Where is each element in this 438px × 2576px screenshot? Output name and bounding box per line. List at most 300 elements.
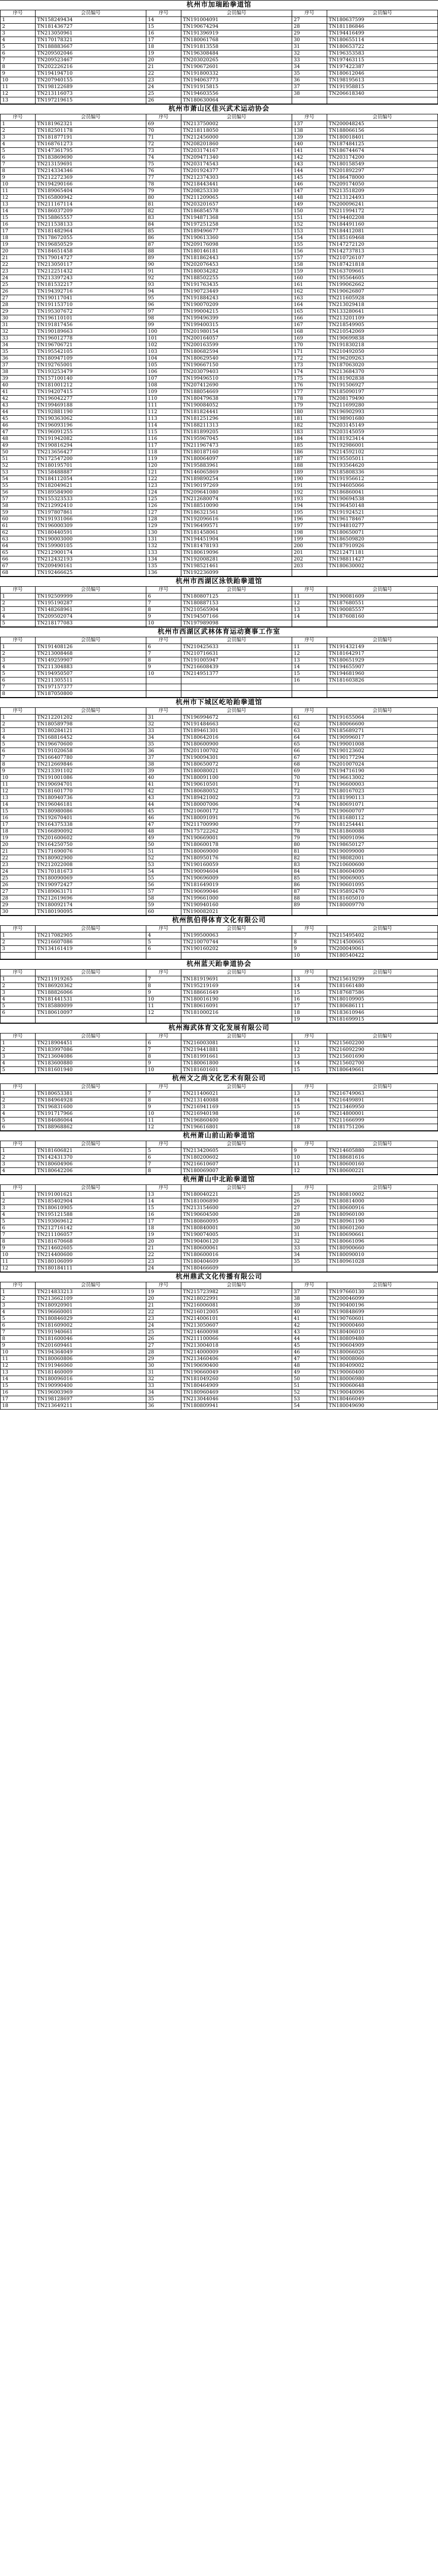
member-id-cell: TN191958815 (327, 84, 437, 91)
seq-cell: 38 (146, 761, 181, 768)
member-id-cell: TN212669846 (35, 761, 146, 768)
table-row (1, 657, 438, 664)
member-id-cell: TN170181673 (35, 869, 146, 875)
member-table (0, 1033, 438, 1074)
seq-cell: 101 (146, 335, 181, 342)
seq-cell: 10 (1, 1252, 36, 1259)
member-id-cell: TN209176098 (181, 242, 292, 248)
seq-cell: 14 (292, 614, 327, 620)
member-id-cell: TN189496677 (181, 228, 292, 235)
member-id-cell: TN181751206 (327, 1124, 437, 1131)
seq-cell: 12 (1, 788, 36, 795)
member-id-cell: TN201600602 (35, 835, 146, 842)
seq-cell: 32 (146, 1376, 181, 1383)
seq-cell: 26 (146, 1336, 181, 1343)
seq-cell: 58 (146, 895, 181, 902)
member-id-cell: TN212022008 (35, 862, 146, 869)
member-id-cell: TN180406010 (327, 1329, 437, 1336)
member-id-cell: TN190069005 (327, 875, 437, 882)
seq-cell: 10 (146, 996, 181, 1003)
seq-cell: 37 (292, 1289, 327, 1296)
member-id-cell: TN187063020 (327, 362, 437, 369)
seq-cell: 19 (146, 1289, 181, 1296)
member-id-cell: TN191655064 (327, 715, 437, 721)
member-id-cell: TN180840001 (181, 1225, 292, 1232)
seq-cell: 2 (1, 1155, 36, 1161)
member-id-cell: TN180090069 (35, 875, 146, 882)
member-id-cell: TN180034282 (181, 268, 292, 275)
seq-cell: 121 (146, 469, 181, 476)
header-seq: 序号 (1, 970, 36, 976)
seq-cell: 13 (1, 97, 36, 104)
member-id-cell: TN190177294 (327, 755, 437, 761)
member-id-cell: TN198811427 (327, 556, 437, 563)
member-id-cell: TN212716142 (35, 1225, 146, 1232)
header-member-id: 会员编号 (181, 1084, 292, 1091)
seq-cell: 169 (292, 335, 327, 342)
seq-cell: 61 (1, 523, 36, 530)
table-row (1, 1117, 438, 1124)
table-row (1, 1343, 438, 1349)
member-id-cell: TN183997086 (35, 1047, 146, 1054)
table-row (1, 1383, 438, 1389)
seq-cell: 10 (1, 181, 36, 188)
seq-cell (292, 620, 327, 627)
member-id-cell: TN203020265 (181, 57, 292, 64)
member-id-cell: TN192670401 (35, 815, 146, 822)
table-row (1, 1155, 438, 1161)
seq-cell: 13 (292, 1054, 327, 1060)
table-row (1, 563, 438, 570)
table-row (1, 1225, 438, 1232)
member-id-cell: TN195219169 (181, 983, 292, 990)
header-seq: 序号 (292, 926, 327, 933)
seq-cell: 11 (292, 594, 327, 600)
member-id-cell: TN188968862 (35, 1124, 146, 1131)
header-member-id: 会员编号 (327, 587, 437, 594)
table-row (1, 996, 438, 1003)
table-row (1, 443, 438, 449)
member-id-cell: TN214006101 (181, 1316, 292, 1323)
seq-cell: 35 (292, 1259, 327, 1265)
seq-cell: 35 (146, 1396, 181, 1403)
header-seq: 序号 (1, 114, 36, 121)
table-row (1, 715, 438, 721)
seq-cell: 13 (292, 976, 327, 983)
member-id-cell: TN189063171 (35, 889, 146, 895)
member-id-cell: TN197463115 (327, 57, 437, 64)
member-id-cell: TN213116073 (35, 91, 146, 97)
table-header-row (1, 1033, 438, 1040)
seq-cell: 54 (1, 476, 36, 483)
table-row (1, 302, 438, 309)
seq-cell: 12 (292, 1047, 327, 1054)
member-id-cell: TN191001621 (35, 1192, 146, 1198)
table-row (1, 30, 438, 37)
header-member-id: 会员编号 (327, 1185, 437, 1192)
seq-cell: 1 (1, 1148, 36, 1155)
seq-cell: 22 (1, 855, 36, 862)
seq-cell: 44 (292, 1336, 327, 1343)
member-id-cell: TN199469188 (35, 402, 146, 409)
seq-cell: 152 (292, 222, 327, 228)
member-id-cell: TN191931066 (35, 516, 146, 523)
seq-cell: 29 (146, 1356, 181, 1363)
seq-cell: 26 (1, 289, 36, 295)
table-row (1, 315, 438, 322)
member-id-cell: TN180610905 (35, 1205, 146, 1212)
seq-cell: 49 (1, 443, 36, 449)
table-row (1, 1060, 438, 1067)
seq-cell: 75 (146, 161, 181, 168)
seq-cell: 47 (292, 1356, 327, 1363)
table-row (1, 644, 438, 651)
member-id-cell: TN180947109 (35, 355, 146, 362)
seq-cell: 68 (292, 761, 327, 768)
table-row (1, 1369, 438, 1376)
member-id-cell: TN194364049 (35, 1349, 146, 1356)
member-id-cell: TN212680074 (181, 496, 292, 503)
member-id-cell: TN180691071 (327, 802, 437, 808)
member-id-cell: TN211967473 (181, 443, 292, 449)
seq-cell: 4 (1, 1212, 36, 1218)
member-id-cell: TN180600221 (327, 1168, 437, 1175)
member-id-cell: TN181532217 (35, 282, 146, 289)
member-id-cell: TN191432149 (327, 644, 437, 651)
seq-cell: 79 (146, 188, 181, 195)
seq-cell: 28 (292, 24, 327, 30)
member-id-cell: TN190117041 (35, 295, 146, 302)
seq-cell: 117 (146, 443, 181, 449)
member-id-cell: TN180158549 (327, 161, 437, 168)
seq-cell: 36 (292, 77, 327, 84)
table-row (1, 436, 438, 443)
member-id-cell: TN180604090 (327, 869, 437, 875)
table-row (1, 362, 438, 369)
member-id-cell: TN194207415 (35, 389, 146, 396)
table-row (1, 556, 438, 563)
member-id-cell: TN207940155 (35, 77, 146, 84)
member-id-cell: TN190363062 (35, 416, 146, 422)
seq-cell: 70 (292, 775, 327, 782)
header-member-id: 会员编号 (327, 1084, 437, 1091)
member-id-cell: TN191817456 (35, 322, 146, 329)
seq-cell: 11 (292, 1161, 327, 1168)
seq-cell: 5 (1, 620, 36, 627)
seq-cell: 162 (292, 289, 327, 295)
seq-cell: 78 (292, 828, 327, 835)
header-member-id: 会员编号 (181, 10, 292, 17)
seq-cell (146, 1016, 181, 1023)
seq-cell: 44 (1, 409, 36, 416)
member-id-cell: TN199400315 (181, 322, 292, 329)
member-id-cell: TN181824441 (181, 409, 292, 416)
table-row (1, 782, 438, 788)
seq-cell: 5 (1, 1218, 36, 1225)
seq-cell: 11 (1, 188, 36, 195)
member-id-cell (327, 97, 437, 104)
member-id-cell: TN157100140 (35, 376, 146, 382)
seq-cell: 18 (146, 1225, 181, 1232)
seq-cell: 29 (292, 1218, 327, 1225)
seq-cell: 23 (146, 77, 181, 84)
seq-cell: 33 (1, 335, 36, 342)
seq-cell: 5 (1, 1316, 36, 1323)
seq-cell: 149 (292, 201, 327, 208)
seq-cell: 97 (146, 309, 181, 315)
member-id-cell: TN198122689 (35, 84, 146, 91)
seq-cell: 104 (146, 355, 181, 362)
seq-cell: 74 (146, 155, 181, 161)
table-header-row (1, 1141, 438, 1148)
member-id-cell: TN200046099 (327, 1296, 437, 1302)
table-row (1, 983, 438, 990)
member-id-cell: TN180200602 (181, 1155, 292, 1161)
seq-cell: 79 (292, 835, 327, 842)
seq-cell: 15 (292, 1104, 327, 1111)
header-member-id: 会员编号 (35, 1141, 146, 1148)
table-row (1, 671, 438, 677)
member-id-cell: TN192466625 (35, 570, 146, 577)
member-id-cell: TN166890092 (35, 828, 146, 835)
table-row (1, 862, 438, 869)
table-row (1, 402, 438, 409)
seq-cell: 69 (146, 121, 181, 128)
member-id-cell: TN194194710 (35, 71, 146, 77)
seq-cell: 16 (146, 1212, 181, 1218)
seq-cell: 12 (292, 600, 327, 607)
seq-cell: 5 (1, 1067, 36, 1074)
seq-cell: 41 (1, 389, 36, 396)
header-member-id: 会员编号 (181, 970, 292, 976)
header-seq: 序号 (1, 587, 36, 594)
seq-cell: 46 (1, 422, 36, 429)
seq-cell: 16 (292, 677, 327, 684)
member-id-cell: TN213684370 (327, 369, 437, 376)
member-id-cell: TN196046181 (35, 802, 146, 808)
table-row (1, 1363, 438, 1369)
member-id-cell (327, 620, 437, 627)
table-row (1, 909, 438, 916)
table-header-row (1, 587, 438, 594)
member-id-cell (181, 684, 292, 691)
header-seq: 序号 (146, 926, 181, 933)
member-id-cell: TN215619299 (327, 976, 437, 983)
member-id-cell: TN190613360 (181, 235, 292, 242)
seq-cell: 13 (292, 657, 327, 664)
seq-cell (1, 953, 36, 959)
member-id-cell: TN184686064 (35, 1117, 146, 1124)
member-id-cell: TN215723982 (181, 1289, 292, 1296)
seq-cell: 17 (1, 1396, 36, 1403)
member-id-cell: TN192765001 (35, 362, 146, 369)
seq-cell: 125 (146, 496, 181, 503)
seq-cell: 12 (292, 1168, 327, 1175)
seq-cell: 183 (292, 429, 327, 436)
member-id-cell: TN190197269 (181, 483, 292, 489)
seq-cell: 16 (292, 1111, 327, 1117)
header-member-id: 会员编号 (181, 1033, 292, 1040)
header-seq: 序号 (292, 708, 327, 715)
member-id-cell: TN185808336 (327, 469, 437, 476)
member-id-cell: TN184964928 (35, 1097, 146, 1104)
club-title: 杭州市下城区屹哈跆拳道馆 (0, 698, 438, 707)
seq-cell: 8 (146, 607, 181, 614)
seq-cell: 33 (146, 728, 181, 735)
table-row (1, 1148, 438, 1155)
seq-cell (292, 97, 327, 104)
seq-cell: 6 (1, 1225, 36, 1232)
member-id-cell: TN196209263 (327, 355, 437, 362)
seq-cell: 198 (292, 530, 327, 536)
member-id-cell: TN190060648 (327, 1383, 437, 1389)
seq-cell: 2 (1, 1097, 36, 1104)
member-id-cell: TN190082021 (181, 909, 292, 916)
seq-cell: 8 (1, 691, 36, 698)
seq-cell: 41 (146, 782, 181, 788)
table-row (1, 1316, 438, 1323)
member-id-cell: TN191020658 (35, 748, 146, 755)
member-id-cell: TN188681616 (327, 1155, 437, 1161)
table-row (1, 728, 438, 735)
member-id-cell: TN187484125 (327, 141, 437, 148)
header-seq: 序号 (1, 708, 36, 715)
seq-cell: 68 (1, 570, 36, 577)
member-id-cell: TN181860088 (327, 828, 437, 835)
member-id-cell: TN196093196 (35, 422, 146, 429)
member-id-cell: TN190972427 (35, 882, 146, 889)
seq-cell: 6 (1, 1010, 36, 1016)
seq-cell: 21 (146, 1302, 181, 1309)
member-id-cell: TN180807125 (181, 594, 292, 600)
table-row (1, 483, 438, 489)
header-seq: 序号 (1, 926, 36, 933)
seq-cell: 15 (292, 1067, 327, 1074)
table-row (1, 422, 438, 429)
member-id-cell: TN180810002 (327, 1192, 437, 1198)
member-id-cell: TN209502046 (35, 50, 146, 57)
seq-cell: 3 (1, 134, 36, 141)
member-id-cell: TN149259907 (35, 657, 146, 664)
seq-cell: 141 (292, 148, 327, 155)
seq-cell: 126 (146, 503, 181, 510)
member-id-cell: TN197157377 (35, 684, 146, 691)
member-id-cell: TN194451904 (181, 536, 292, 543)
member-id-cell: TN181001212 (35, 382, 146, 389)
seq-cell: 4 (1, 1060, 36, 1067)
member-id-cell: TN196091255 (35, 429, 146, 436)
member-id-cell: TN190674294 (181, 24, 292, 30)
header-member-id: 会员编号 (35, 10, 146, 17)
seq-cell: 36 (146, 748, 181, 755)
member-id-cell: TN181601770 (35, 788, 146, 795)
seq-cell: 11 (146, 1117, 181, 1124)
member-id-cell: TN181606821 (35, 1148, 146, 1155)
member-id-cell: TN184412081 (327, 228, 437, 235)
seq-cell: 29 (1, 309, 36, 315)
table-row (1, 855, 438, 862)
member-id-cell: TN155323533 (35, 496, 146, 503)
header-member-id: 会员编号 (327, 1033, 437, 1040)
member-id-cell: TN214800001 (327, 1111, 437, 1117)
member-id-cell: TN183610946 (327, 1010, 437, 1016)
seq-cell: 49 (292, 1369, 327, 1376)
table-row (1, 1302, 438, 1309)
member-id-cell: TN199062662 (327, 282, 437, 289)
table-row (1, 1205, 438, 1212)
seq-cell: 85 (292, 875, 327, 882)
table-row (1, 201, 438, 208)
seq-cell (292, 684, 327, 691)
table-row (1, 1259, 438, 1265)
member-id-cell: TN214592102 (327, 449, 437, 456)
member-id-cell: TN196902993 (327, 409, 437, 416)
table-row (1, 335, 438, 342)
seq-cell: 10 (1, 77, 36, 84)
seq-cell: 172 (292, 355, 327, 362)
seq-cell: 54 (292, 1403, 327, 1410)
seq-cell: 2 (1, 983, 36, 990)
seq-cell: 34 (146, 735, 181, 741)
seq-cell: 13 (146, 1192, 181, 1198)
club-title: 杭州文之尚文化艺术有限公司 (0, 1074, 438, 1083)
member-id-cell: TN187910926 (327, 543, 437, 550)
club-section (0, 577, 438, 627)
member-id-cell: TN180184111 (35, 1265, 146, 1272)
table-row (1, 134, 438, 141)
seq-cell: 134 (146, 556, 181, 563)
seq-cell: 1 (1, 715, 36, 721)
header-seq: 序号 (146, 1185, 181, 1192)
member-id-cell: TN191915815 (181, 84, 292, 91)
header-member-id: 会员编号 (327, 1282, 437, 1289)
member-id-cell: TN199001008 (327, 741, 437, 748)
header-member-id: 会员编号 (181, 587, 292, 594)
member-id-cell: TN198521461 (181, 563, 292, 570)
seq-cell: 20 (1, 248, 36, 255)
member-id-cell: TN158249434 (35, 17, 146, 24)
club-section (0, 916, 438, 959)
table-row (1, 97, 438, 104)
seq-cell: 31 (146, 1369, 181, 1376)
table-row (1, 1091, 438, 1097)
member-id-cell: TN194655907 (327, 664, 437, 671)
seq-cell: 28 (1, 302, 36, 309)
seq-cell: 59 (146, 902, 181, 909)
header-seq: 序号 (292, 1185, 327, 1192)
member-id-cell: TN197422387 (327, 64, 437, 71)
seq-cell: 6 (1, 1124, 36, 1131)
table-row (1, 607, 438, 614)
member-id-cell: TN181006890 (181, 1198, 292, 1205)
seq-cell: 45 (1, 416, 36, 422)
seq-cell: 11 (292, 1040, 327, 1047)
member-id-cell: TN191506927 (327, 382, 437, 389)
seq-cell: 75 (292, 808, 327, 815)
member-id-cell: TN191153710 (35, 302, 146, 309)
member-id-cell: TN190099000 (327, 849, 437, 855)
member-id-cell: TN187421818 (327, 262, 437, 268)
seq-cell: 19 (1, 835, 36, 842)
seq-cell: 174 (292, 369, 327, 376)
seq-cell: 7 (292, 933, 327, 939)
seq-cell: 14 (1, 802, 36, 808)
seq-cell: 7 (1, 1329, 36, 1336)
seq-cell: 2 (1, 600, 36, 607)
seq-cell: 4 (1, 141, 36, 148)
member-id-cell: TN197660130 (327, 1289, 437, 1296)
member-id-cell: TN196994672 (181, 715, 292, 721)
